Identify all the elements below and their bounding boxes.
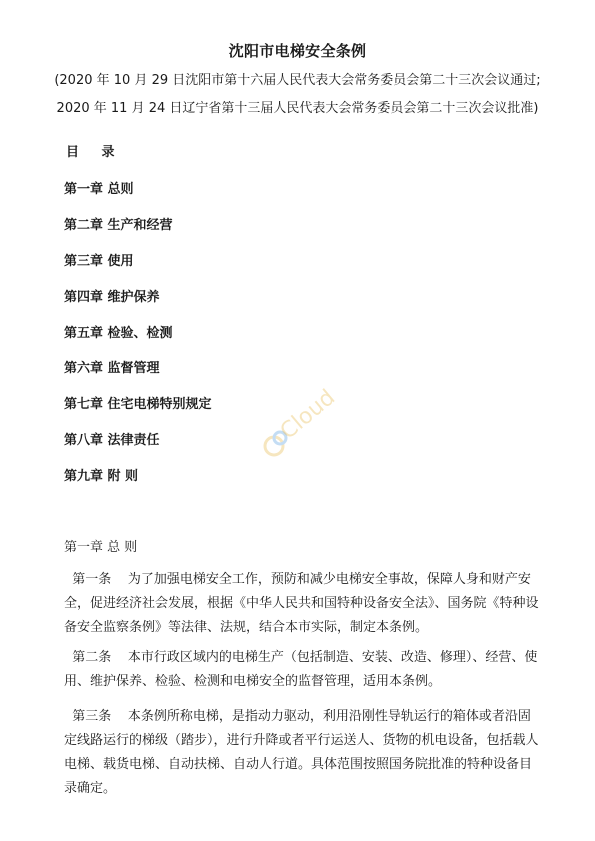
article-number: 第三条 xyxy=(72,709,112,724)
toc-item: 第五章 检验、检测 xyxy=(64,326,173,341)
toc-item: 第四章 维护保养 xyxy=(64,290,160,305)
article-number: 第一条 xyxy=(72,572,112,587)
subtitle-line-1: (2020 年 10 月 29 日沈阳市第十六届人民代表大会常务委员会第二十三次会议通过; xyxy=(54,73,541,88)
watermark-icon xyxy=(265,432,286,455)
article-number: 第二条 xyxy=(72,650,112,665)
subtitle-line-2: 2020 年 11 月 24 日辽宁省第十三届人民代表大会常务委员会第二十三次会议批准) xyxy=(56,101,539,116)
toc-item: 第七章 住宅电梯特别规定 xyxy=(64,397,212,412)
cloud-watermark-logo xyxy=(258,380,358,460)
article-1 xyxy=(64,568,539,640)
toc-item: 第九章 附 则 xyxy=(64,469,139,484)
chapter-title: 第一章 总 则 xyxy=(64,540,138,555)
toc-item: 第二章 生产和经营 xyxy=(64,218,173,233)
article-text: 本市行政区域内的电梯生产（包括制造、安装、改造、修理）、经营、使用、维护保养、检验、检测和电梯安全的监督管理，适用本条例。 xyxy=(64,650,538,689)
toc-item: 第六章 监督管理 xyxy=(64,361,160,376)
toc-item: 第一章 总则 xyxy=(64,182,134,197)
article-3 xyxy=(64,705,539,801)
article-text: 为了加强电梯安全工作，预防和减少电梯安全事故，保障人身和财产安全，促进经济社会发展，根据《中华人民共和国特种设备安全法》、国务院《特种设备安全监察条例》等法律、法规，结合本市实际，制定本条例。 xyxy=(64,572,539,635)
document-title: 沈阳市电梯安全条例 xyxy=(228,42,367,60)
toc-item: 第八章 法律责任 xyxy=(64,433,160,448)
watermark-text: Cloud xyxy=(275,385,340,445)
article-2 xyxy=(64,646,539,694)
article-text: 本条例所称电梯，是指动力驱动，利用沿刚性导轨运行的箱体或者沿固定线路运行的梯级（踏步），进行升降或者平行运送人、货物的机电设备，包括载人电梯、载货电梯、自动扶梯、自动人行道。具体范围按照国务院批准的特种设备目录确定。 xyxy=(64,709,539,796)
toc-item: 第三章 使用 xyxy=(64,254,134,269)
toc-heading: 目 录 xyxy=(66,145,115,160)
